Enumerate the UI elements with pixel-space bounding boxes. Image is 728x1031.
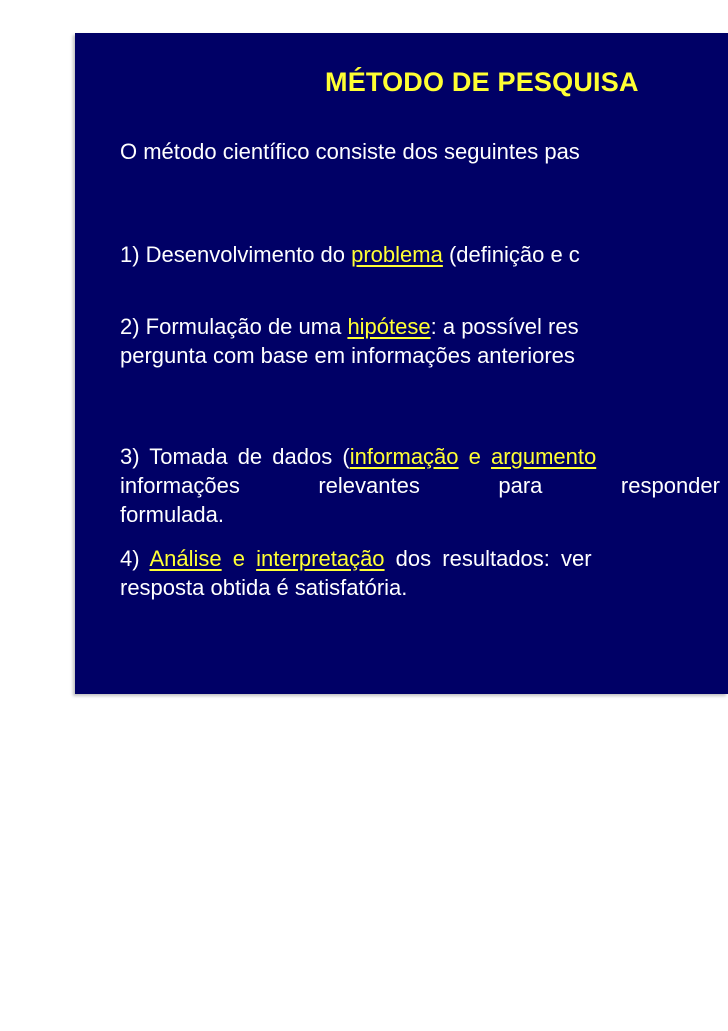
step-4-num: 4): [120, 546, 140, 571]
step-4-word: resultados:: [442, 546, 550, 571]
step-3-num: 3): [120, 444, 140, 469]
step-3-word: relevantes: [318, 473, 420, 498]
step-3-line-3: formulada.: [120, 502, 224, 527]
step-2-prefix: 2) Formulação de uma: [120, 314, 348, 339]
step-4-line-2: resposta obtida é satisfatória.: [120, 575, 408, 600]
keyword-informacao: informação: [349, 444, 459, 469]
step-1-suffix: (definição e c: [442, 242, 580, 267]
keyword-hipotese: hipótese: [347, 314, 431, 339]
step-2: [120, 312, 579, 370]
step-1-prefix: 1) Desenvolvimento do: [120, 242, 352, 267]
step-2-suffix: : a possível res: [430, 314, 579, 339]
step-3-word: responder: [620, 473, 720, 498]
step-3-line-2: [120, 471, 720, 500]
keyword-problema: problema: [351, 242, 443, 267]
step-3-paren: (: [342, 444, 350, 469]
step-3-word: dados: [272, 444, 333, 469]
intro-text: O método científico consiste dos seguintes pas: [120, 139, 580, 164]
step-3-word: informações: [120, 473, 240, 498]
step-3-word: Tomada: [149, 444, 228, 469]
keyword-analise: Análise: [149, 546, 222, 571]
step-4: [120, 544, 592, 602]
step-4-word: ver: [561, 546, 592, 571]
step-3-line-1: [120, 442, 720, 471]
step-3-conj: e: [468, 444, 481, 469]
step-4-conj: e: [232, 546, 245, 571]
step-3-word: de: [237, 444, 263, 469]
step-2-line-2: pergunta com base em informações anteriores: [120, 343, 575, 368]
step-3: [120, 442, 720, 529]
step-4-word: dos: [395, 546, 432, 571]
slide: [75, 33, 728, 694]
step-1: [120, 240, 580, 270]
step-3-word: para: [498, 473, 543, 498]
keyword-interpretacao: interpretação: [256, 546, 385, 571]
slide-title: MÉTODO DE PESQUISA: [325, 67, 639, 97]
step-2-line-1: [120, 312, 579, 341]
keyword-argumento: argumento: [491, 444, 597, 469]
step-4-line-1: [120, 544, 592, 573]
